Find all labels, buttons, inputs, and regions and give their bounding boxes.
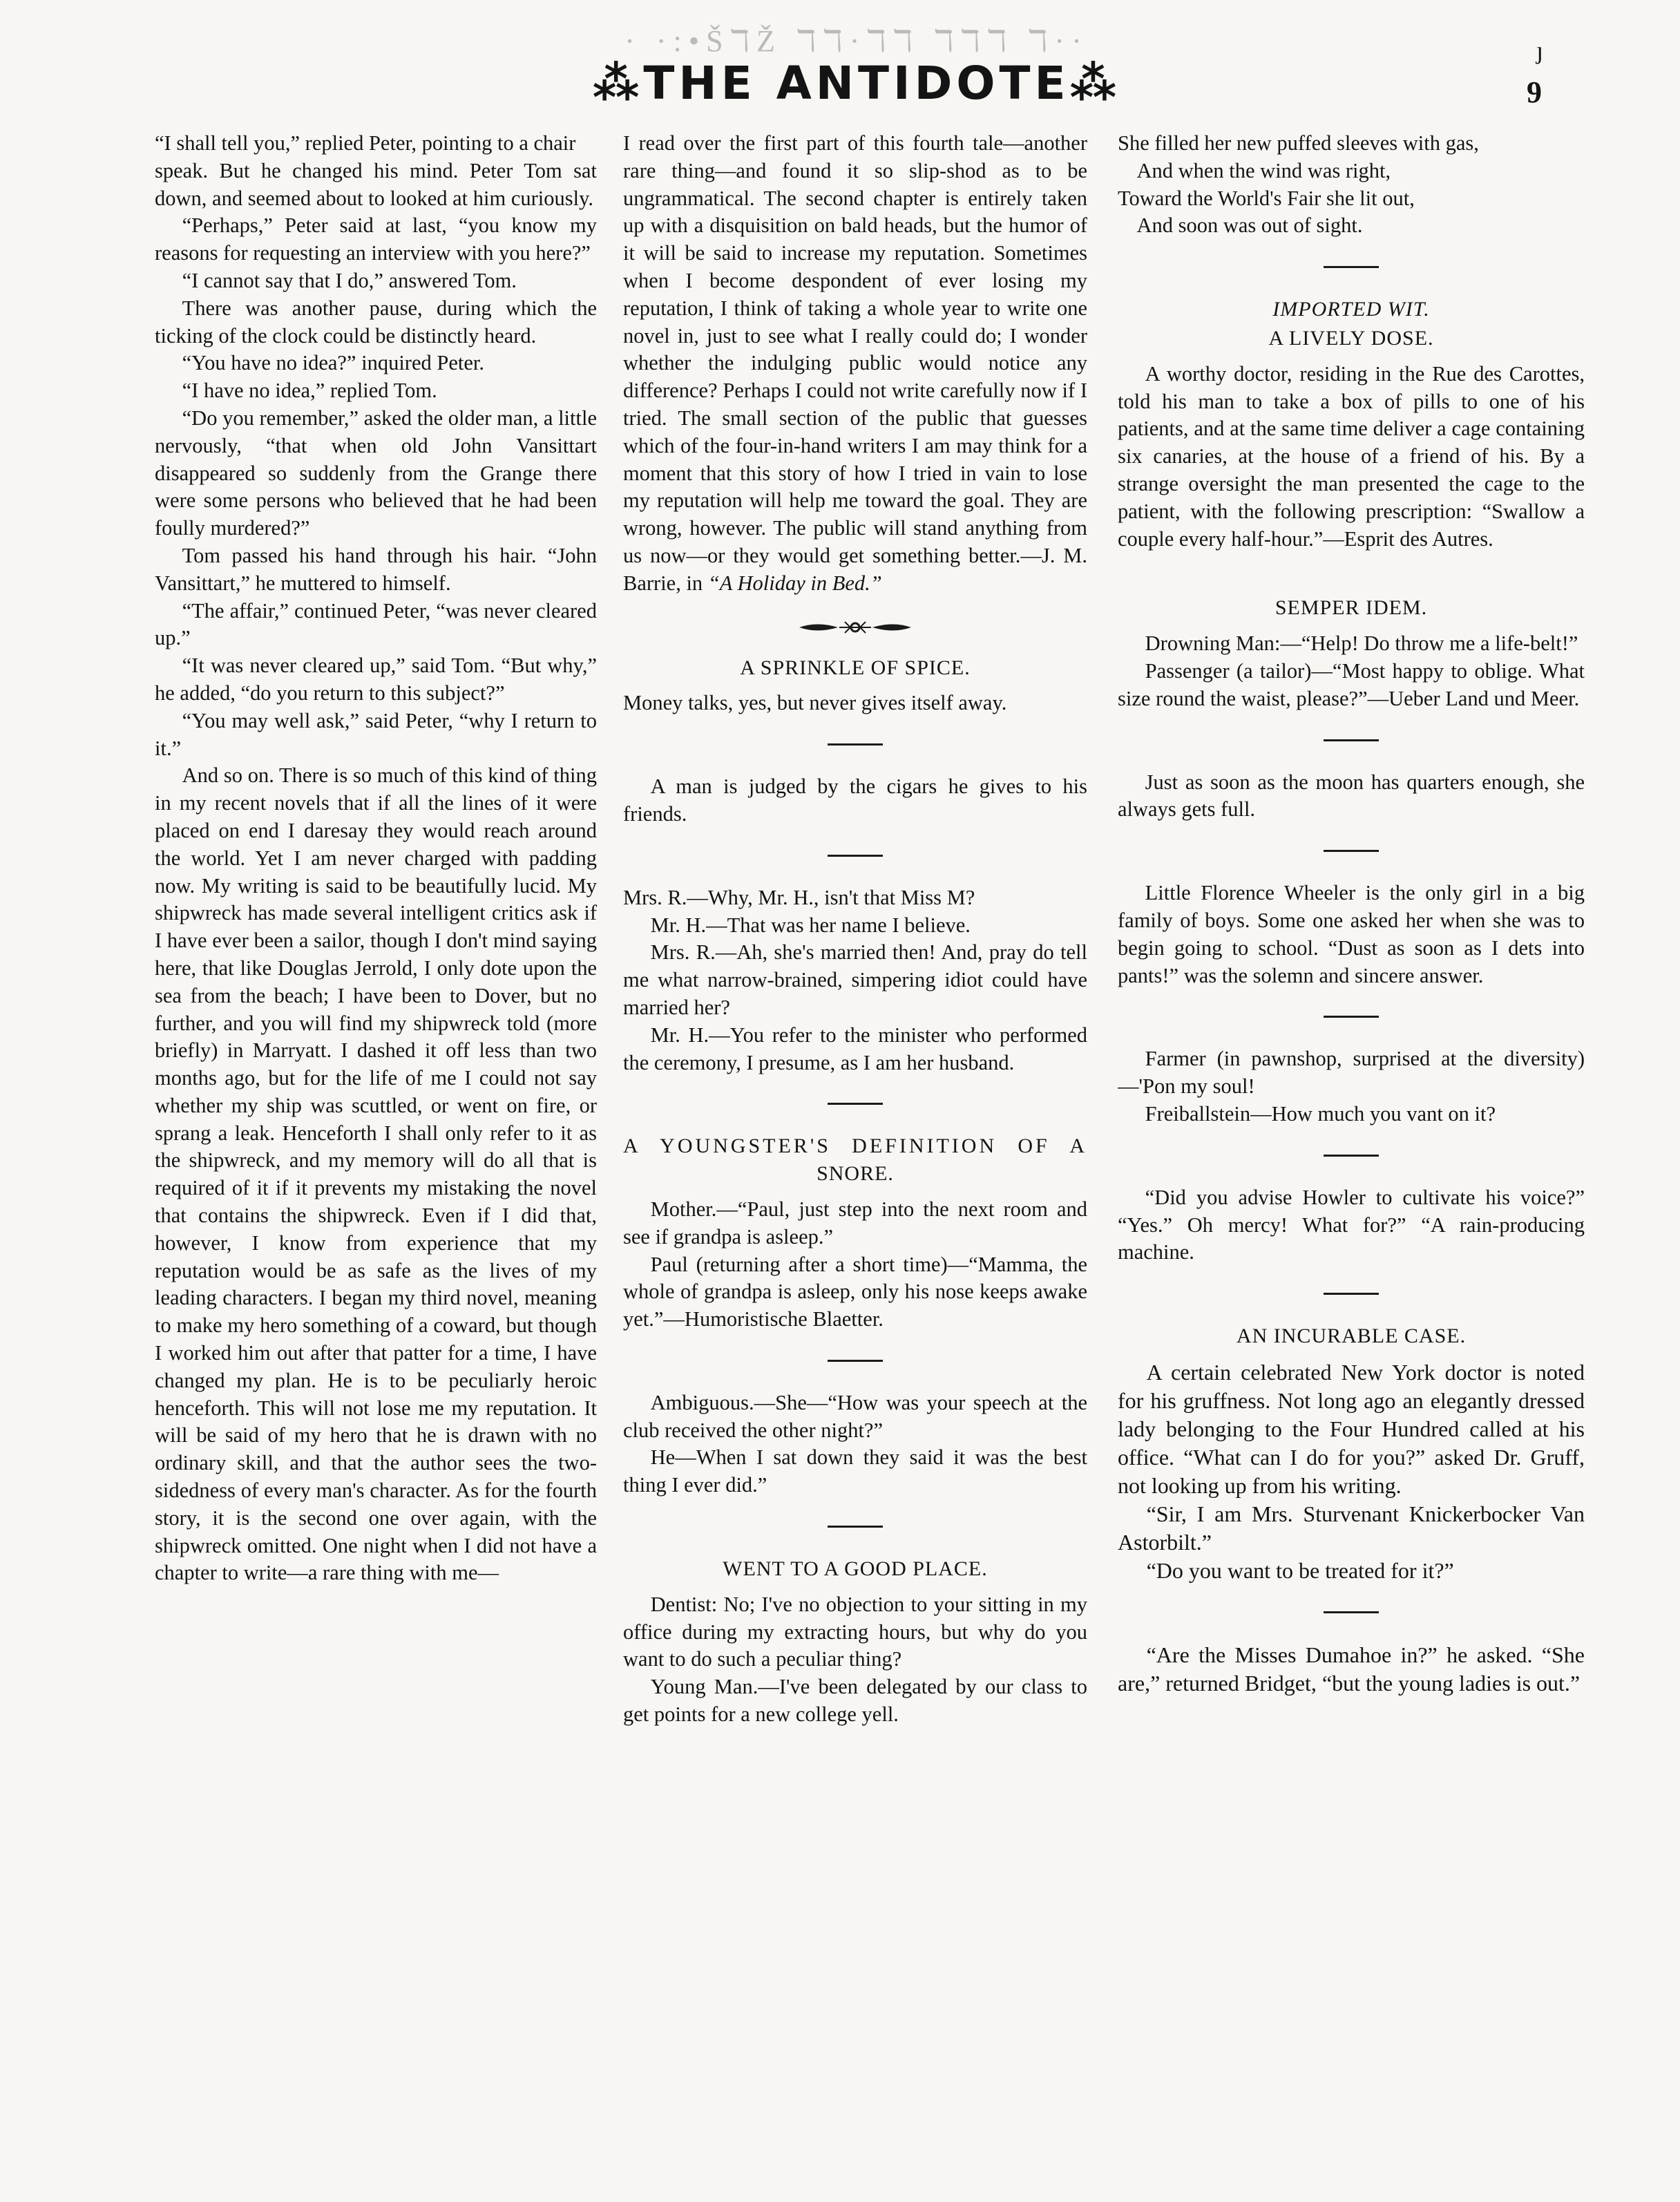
section-heading: SEMPER IDEM. <box>1275 596 1428 620</box>
dialog-line: Paul (returning after a short time)—“Mamma, the whole of grandpa is asleep, only his nose keeps awake yet.”—Humoristische Blaetter. <box>623 1252 1087 1331</box>
divider <box>1324 1155 1379 1157</box>
dialog-line: Freiballstein—How much you vant on it? <box>1145 1101 1496 1126</box>
verse-line: And when the wind was right, <box>1136 158 1391 182</box>
divider <box>828 855 883 857</box>
joke: “Did you advise Howler to cultivate his voice?” “Yes.” Oh mercy! What for?” “A rain-producing machine. <box>1118 1185 1585 1264</box>
divider <box>828 1360 883 1362</box>
dialog-line: Passenger (a tailor)—“Most happy to oblige. What size round the waist, please?”—Ueber Land und Meer. <box>1118 658 1585 710</box>
dialog-line: Farmer (in pawnshop, surprised at the diversity)—'Pon my soul! <box>1118 1047 1585 1099</box>
paragraph: “You may well ask,” said Peter, “why I return to it.” <box>155 708 597 760</box>
verse-line: And soon was out of sight. <box>1136 213 1363 238</box>
page-number: 9 <box>1527 75 1542 109</box>
paragraph: “Sir, I am Mrs. Sturvenant Knickerbocker Van Astorbilt.” <box>1118 1501 1585 1555</box>
divider <box>828 1526 883 1528</box>
joke: Just as soon as the moon has quarters enough, she always gets full. <box>1118 770 1585 822</box>
dialog-line: Drowning Man:—“Help! Do throw me a life-belt!” <box>1145 632 1578 656</box>
divider <box>1324 1293 1379 1295</box>
section-heading: AN INCURABLE CASE. <box>1236 1325 1467 1348</box>
dialog-line: Young Man.—I've been delegated by our class to get points for a new college yell. <box>623 1675 1087 1727</box>
paragraph: “I have no idea,” replied Tom. <box>182 379 437 403</box>
paragraph: “Do you remember,” asked the older man, a little nervously, “that when old John Vansittart disappeared so suddenly from the Grange there were some persons who believed that he had been foully murdered?” <box>155 406 597 540</box>
section-heading-continued: SNORE. <box>817 1162 894 1186</box>
dialog-line: Mr. H.—That was her name I believe. <box>650 913 971 937</box>
column-left <box>155 130 597 2182</box>
dialog-line: He—When I sat down they said it was the best thing I ever did.” <box>623 1445 1087 1497</box>
dialog-line: Dentist: No; I've no objection to your sitting in my office during my extracting hours, but why do you want to do such a peculiar thing? <box>623 1592 1087 1671</box>
paragraph: “Do you want to be treated for it?” <box>1146 1557 1454 1583</box>
paragraph: And so on. There is so much of this kind of thing in my recent novels that if all the lines of it were placed on end I daresay they would reach around the world. Yet I am never charged with padding now. My writing is said to be beautifully lucid. My shipwreck has made several intelligent critics ask if I have ever been a sailor, though I don't mind saying here, that like Douglas Jerrold, I only dote upon the sea from the beach; I have been to Dover, but no further, and you will find my shipwreck told (more briefly) in Marryatt. I dashed it off less than two months ago, but for the life of me I could not say whether my ship was scuttled, or went on fire, or sprang a leak. Henceforth I shall only refer to it as the shipwreck, and my memory will do all that is required of it if it prevents my mistaking the novel that contains the shipwreck. Even if I did that, however, I know from experience that my reputation would be as safe as the lives of my leading characters. I began my third novel, meaning to make my hero something of a coward, but though I worked him out after that patter for a time, I have changed my plan. He is to be peculiarly heroic henceforth. This will not lose me my reputation. It will be said of my hero that he is drawn with no ordinary skill, and that the author sees the two-sidedness of every man's character. As for the fourth story, it is the second one over again, with the shipwreck omitted. One night when I did not have a chapter to write—a rare thing with me— <box>155 763 597 1585</box>
divider <box>1324 739 1379 741</box>
joke: A worthy doctor, residing in the Rue des Carottes, told his man to take a box of pills to one of his patients, and at the same time deliver a cage containing six canaries, at the house of a friend of his. By a strange oversight the man presented the cage to the patient, with the following prescription: “Swallow a couple every half-hour.”—Esprit des Autres. <box>1118 361 1585 551</box>
paragraph: “It was never cleared up,” said Tom. “But why,” he added, “do you return to this subject?” <box>155 654 597 705</box>
paragraph: There was another pause, during which the ticking of the clock could be distinctly heard. <box>155 296 597 348</box>
paragraph: “Perhaps,” Peter said at last, “you know my reasons for requesting an interview with you here?” <box>155 213 597 265</box>
dialog-line: Mother.—“Paul, just step into the next room and see if grandpa is asleep.” <box>623 1197 1087 1249</box>
paragraph: “You have no idea?” inquired Peter. <box>182 351 484 375</box>
paragraph: “I shall tell you,” replied Peter, pointing to a chair <box>155 131 576 155</box>
section-heading: WENT TO A GOOD PLACE. <box>723 1557 988 1581</box>
article-paragraph <box>623 130 1087 598</box>
dialog-line: Mrs. R.—Ah, she's married then! And, pray do tell me what narrow-brained, simpering idiot could have married her? <box>623 940 1087 1019</box>
incurable-story <box>1118 1358 1585 1698</box>
section-heading: IMPORTED WIT. <box>1272 298 1430 321</box>
column-middle <box>623 130 1087 2182</box>
verse-line: Toward the World's Fair she lit out, <box>1118 186 1415 210</box>
section-subheading: A LIVELY DOSE. <box>1268 326 1434 350</box>
divider <box>1324 266 1379 268</box>
masthead <box>0 0 1680 124</box>
dialog-line: Mrs. R.—Why, Mr. H., isn't that Miss M? <box>623 885 975 909</box>
ornament-divider-icon <box>796 618 914 636</box>
joke: Money talks, yes, but never gives itself away. <box>623 691 1007 715</box>
faded-header-text: · ·:•ŠℸŽ ℸℸ·ℸℸ ℸℸℸ ℸ·· <box>624 24 1089 58</box>
verse <box>1118 130 1585 240</box>
paragraph: A certain celebrated New York doctor is noted for his gruffness. Not long ago an elegantly dressed lady belonging to the Four Hundred called at his office. “What can I do for you?” asked Dr. Gruff, not looking up from his writing. <box>1118 1359 1585 1498</box>
dialog-line: Ambiguous.—She—“How was your speech at the club received the other night?” <box>623 1390 1087 1442</box>
newspaper-title: ⁂THE ANTIDOTE⁂ <box>592 57 1121 110</box>
verse-line: She filled her new puffed sleeves with gas, <box>1118 131 1479 155</box>
column-right <box>1118 130 1585 2182</box>
section-heading: A YOUNGSTER'S DEFINITION OF A <box>623 1135 1087 1158</box>
paragraph: speak. But he changed his mind. Peter Tom sat down, and seemed about to looked at him curiously. <box>155 158 597 210</box>
article-source: “A Holiday in Bed.” <box>707 571 882 595</box>
divider <box>1324 1611 1379 1613</box>
paragraph: Tom passed his hand through his hair. “John Vansittart,” he muttered to himself. <box>155 543 597 595</box>
divider <box>1324 1016 1379 1018</box>
paragraph: “The affair,” continued Peter, “was never cleared up.” <box>155 598 597 650</box>
dialog-line: Mr. H.—You refer to the minister who performed the ceremony, I presume, as I am her husband. <box>623 1023 1087 1074</box>
paragraph: “I cannot say that I do,” answered Tom. <box>182 268 517 292</box>
joke: A man is judged by the cigars he gives to his friends. <box>623 775 1087 826</box>
divider <box>1324 850 1379 852</box>
divider <box>828 743 883 746</box>
section-heading: A SPRINKLE OF SPICE. <box>740 656 971 679</box>
divider <box>828 1103 883 1105</box>
joke: Little Florence Wheeler is the only girl in a big family of boys. Some one asked her when she was to begin going to school. “Dust as soon as I dets into pants!” was the solemn and sincere answer. <box>1118 881 1585 987</box>
paragraph: “Are the Misses Dumahoe in?” he asked. “She are,” returned Bridget, “but the young ladies is out.” <box>1118 1642 1585 1696</box>
corner-mark: ȷ <box>1536 37 1544 64</box>
article-text: I read over the first part of this fourth tale—another rare thing—and found it so slip-shod as to be ungrammatical. The second chapter is entirely taken up with a disquisition on bald heads, but the humor of it will be said to increase my reputation. Sometimes when I become despondent of ever losing my reputation, I think of taking a whole year to write one novel in, just to see what I really could do; I wonder whether the indulging public would notice any difference? Perhaps I could not write carefully now if I tried. The small section of the public that guesses which of the four-in-hand writers I am may think for a moment that this story of how I tried in vain to lose my reputation will help me toward the goal. They are wrong, however. The public will stand anything from us now—or they would get something better.—J. M. Barrie, in <box>623 131 1087 595</box>
